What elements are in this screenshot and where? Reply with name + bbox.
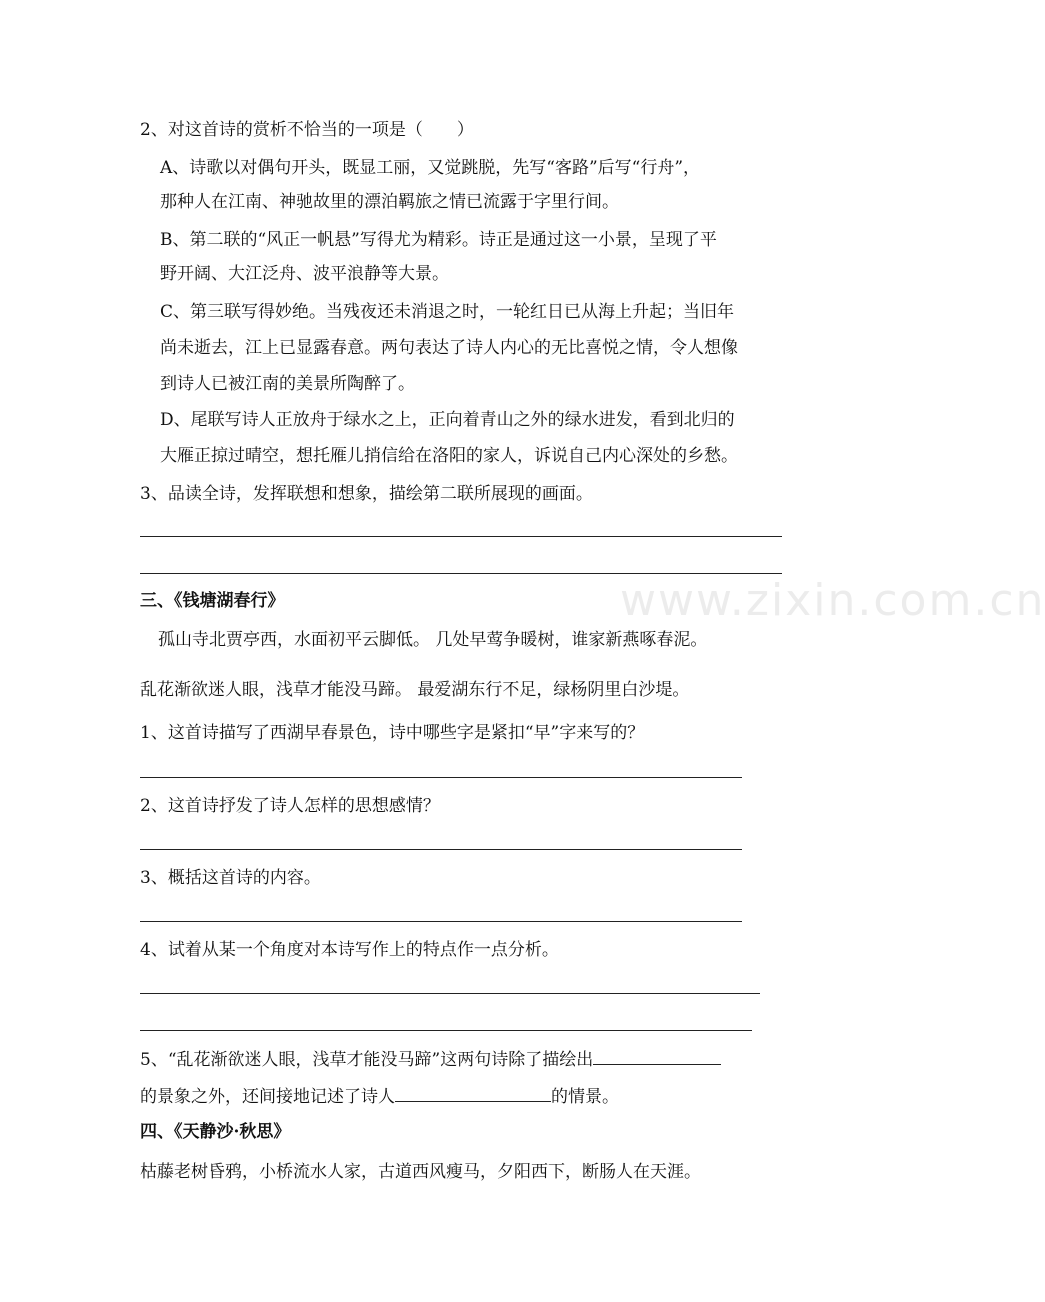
question-5-text-2: 的景象之外，还间接地记述了诗人 [140, 1087, 395, 1107]
section-3-question-3: 3、概括这首诗的内容。 [140, 868, 321, 888]
question-3: 3、品读全诗，发挥联想和想象，描绘第二联所展现的画面。 [140, 484, 593, 504]
option-b-line-1: B、第二联的“风正一帆悬”写得尤为精彩。诗正是通过这一小景，呈现了平 [160, 230, 717, 250]
answer-line[interactable] [140, 536, 782, 537]
answer-line[interactable] [140, 849, 742, 850]
section-3-heading: 三、《钱塘湖春行》 [140, 591, 285, 611]
option-a-line-2: 那种人在江南、神驰故里的漂泊羁旅之情已流露于字里行间。 [160, 192, 619, 212]
option-c-line-1: C、第三联写得妙绝。当残夜还未消退之时，一轮红日已从海上升起；当旧年 [160, 302, 735, 322]
option-b-line-2: 野开阔、大江泛舟、波平浪静等大景。 [160, 264, 449, 284]
question-2-stem: 2、对这首诗的赏析不恰当的一项是（ ） [140, 120, 474, 140]
section-3-question-4: 4、试着从某一个角度对本诗写作上的特点作一点分析。 [140, 940, 559, 960]
section-3-question-1: 1、这首诗描写了西湖早春景色，诗中哪些字是紧扣“早”字来写的？ [140, 723, 645, 743]
option-c-line-3: 到诗人已被江南的美景所陶醉了。 [160, 374, 415, 394]
answer-line[interactable] [140, 777, 742, 778]
option-c-line-2: 尚未逝去，江上已显露春意。两句表达了诗人内心的无比喜悦之情，令人想像 [160, 338, 738, 358]
watermark: www.zixin.com.cn [620, 575, 1045, 626]
section-4-poem: 枯藤老树昏鸦，小桥流水人家，古道西风瘦马，夕阳西下，断肠人在天涯。 [140, 1162, 701, 1182]
option-d-line-1: D、尾联写诗人正放舟于绿水之上，正向着青山之外的绿水进发，看到北归的 [160, 410, 735, 430]
section-3-question-5 [140, 1046, 721, 1072]
section-3-question-5-continued [140, 1083, 619, 1109]
answer-line[interactable] [140, 993, 760, 994]
question-5-text-3: 的情景。 [551, 1087, 619, 1107]
answer-line[interactable] [140, 921, 742, 922]
section-4-heading: 四、《天静沙·秋思》 [140, 1122, 291, 1142]
option-a-line-1: A、诗歌以对偶句开头，既显工丽，又觉跳脱，先写“客路”后写“行舟”， [160, 158, 701, 178]
section-3-question-2: 2、这首诗抒发了诗人怎样的思想感情？ [140, 796, 440, 816]
poem-line-2: 乱花渐欲迷人眼，浅草才能没马蹄。 最爱湖东行不足，绿杨阴里白沙堤。 [140, 680, 690, 700]
fill-blank-situation[interactable] [395, 1083, 551, 1102]
question-5-text-1: 5、“乱花渐欲迷人眼，浅草才能没马蹄”这两句诗除了描绘出 [140, 1050, 594, 1070]
poem-line-1: 孤山寺北贾亭西，水面初平云脚低。 几处早莺争暖树，谁家新燕啄春泥。 [158, 630, 708, 650]
fill-blank-scene[interactable] [593, 1046, 721, 1065]
answer-line[interactable] [140, 573, 782, 574]
answer-line[interactable] [140, 1030, 752, 1031]
option-d-line-2: 大雁正掠过晴空，想托雁儿捎信给在洛阳的家人，诉说自己内心深处的乡愁。 [160, 446, 738, 466]
